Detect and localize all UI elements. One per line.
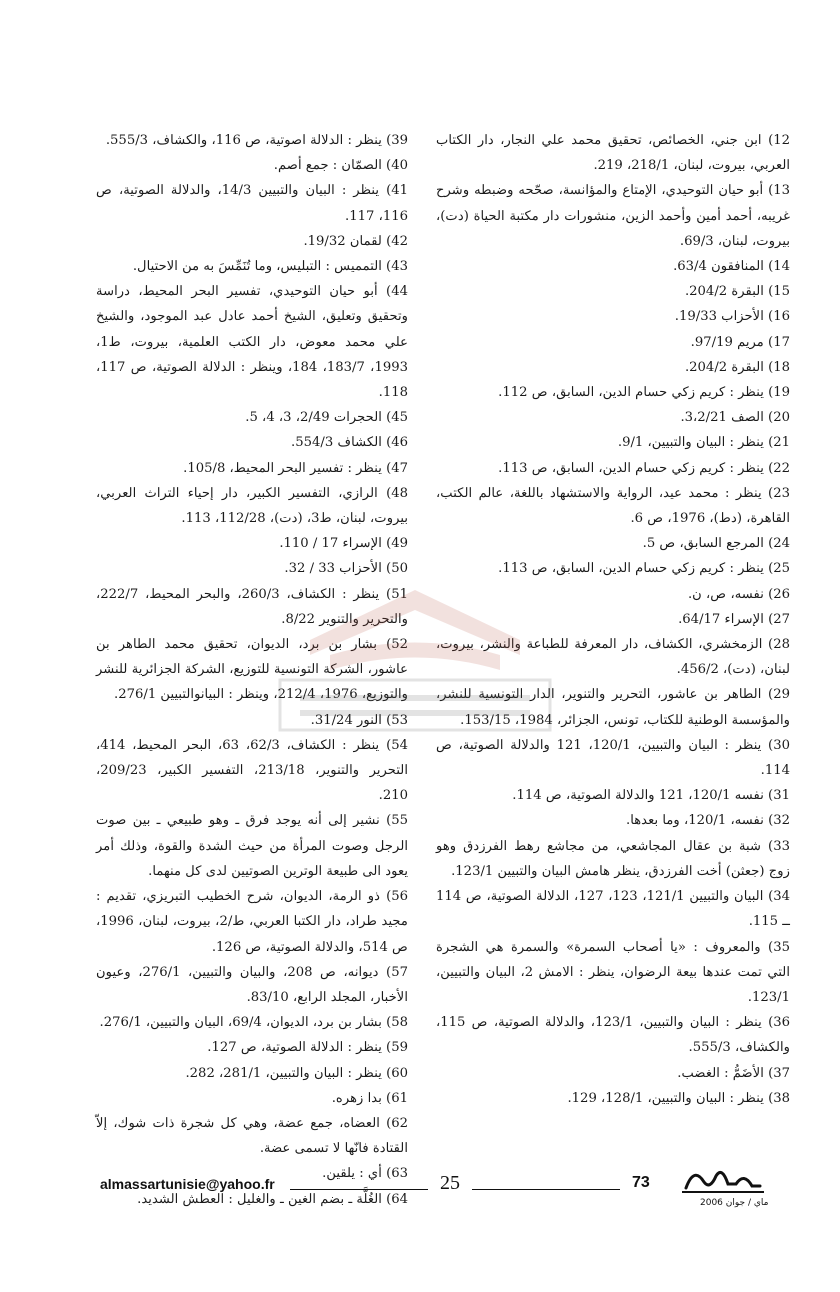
footnote: 22) ينظر : كريم زكي حسام الدين، السابق، ص 113. <box>498 460 790 476</box>
footnote: 46) الكشاف 554/3. <box>291 435 408 451</box>
footnote: 39) ينظر : الدلالة اصوتية، ص 116، والكشاف، 555/3. <box>105 133 408 148</box>
footnote: 54) ينظر : الكشاف، 62/3، 63، البحر المحيط، 414، التحرير والتنوير، 213/18، التفسير الكبير، 209/23، 210. <box>96 737 408 804</box>
footnote: 25) ينظر : كريم زكي حسام الدين، السابق، ص 113. <box>498 561 790 577</box>
footer-email: almassartunisie@yahoo.fr <box>100 1176 275 1192</box>
issue-date: ماي / جوان 2006 <box>700 1198 769 1208</box>
footnote: 55) نشير إلى أنه يوجد فرق ـ وهو طبيعي ـ بين صوت الرجل وصوت المرأة من حيث الشدة والقوة، وذلك أمر يعود الى طبيعة الوترين الصوتيين لدى كل منهما. <box>96 813 408 879</box>
footnote: 14) المنافقون 63/4. <box>673 259 790 275</box>
footnote: 37) الأضَمُّ : الغضب. <box>677 1065 790 1081</box>
footnote: 16) الأحزاب 19/33. <box>674 309 790 325</box>
footnote: 56) ذو الرمة، الديوان، شرح الخطيب التبريزي، تقديم : مجيد طراد، دار الكتبا العربي، ط/2، بيروت، لبنان، 1996، ص 514، والدلالة الصوتية، ص 126. <box>96 889 409 955</box>
footnote: 60) ينظر : البيان والتبيين، 281/1، 282. <box>185 1065 408 1081</box>
footnote: 45) الحجرات 2/49، 3، 4، 5. <box>245 410 408 426</box>
footnote: 31) نفسه 120/1، 121 والدلالة الصوتية، ص 114. <box>512 788 790 804</box>
footnote: 23) ينظر : محمد عيد، الرواية والاستشهاد باللغة، عالم الكتب، القاهرة، (دط)، 1976، ص 6. <box>436 485 790 527</box>
footnote: 43) التمميس : التبليس، وما تُنَمِّسَ به من الاحتيال. <box>132 259 408 275</box>
page-number: 25 <box>440 1172 460 1194</box>
footer-rule-right <box>472 1189 620 1190</box>
footnote: 20) الصف 3،2/21. <box>680 410 790 426</box>
footnote: 51) ينظر : الكشاف، 260/3، والبحر المحيط، 222/7، والتحرير والتنوير 8/22. <box>96 586 408 627</box>
notes-column-right <box>436 128 790 1111</box>
footnote: 41) ينظر : البيان والتبيين 14/3، والدلالة الصوتية، ص 116، 117. <box>96 183 408 224</box>
footnote: 63) أي : يلقين. <box>322 1166 408 1182</box>
footnote: 13) أبو حيان التوحيدي، الإمتاع والمؤانسة، صحّحه وضبطه وشرح غريبه، أحمد أمين وأحمد الزين، منشورات دار مكتبة الحياة (دت)، بيروت، لبنان، 69/3. <box>436 183 790 249</box>
footnote: 61) بدا زهره. <box>331 1090 408 1106</box>
footnote: 30) ينظر : البيان والتبيين، 120/1، 121 والدلالة الصوتية، ص 114. <box>436 737 790 779</box>
footnote: 53) النور 31/24. <box>310 712 408 728</box>
footnote: 18) البقرة 204/2. <box>684 359 790 375</box>
footnote: 17) مريم 97/19. <box>690 334 790 350</box>
footnote: 24) المرجع السابق، ص 5. <box>642 536 790 552</box>
footnote: 62) العضاه، جمع عضة، وهي كل شجرة ذات شوك، إلاّ القتادة فانّها لا تسمى عضة. <box>96 1115 408 1157</box>
footnote: 12) ابن جني، الخصائص، تحقيق محمد علي النجار، دار الكتاب العربي، بيروت، لبنان، 218/1، 219. <box>436 133 790 174</box>
footnote: 49) الإسراء 17 / 110. <box>279 536 408 552</box>
footnote: 29) الطاهر بن عاشور، التحرير والتنوير، الدار التونسية للنشر، والمؤسسة الوطنية للكتاب، تونس، الجزائر، 1984، 153/15. <box>436 687 790 728</box>
footnote: 52) بشار بن برد، الديوان، تحقيق محمد الطاهر بن عاشور، الشركة التونسية للتوزيع، الشركة الجزائرية للنشر والتوزيع، 1976، 212/4، وينظر : البيانوالتبيين 276/1. <box>96 637 408 703</box>
footnote: 34) البيان والتبيين 121/1، 123، 127، الدلالة الصوتية، ص 114 ــ 115. <box>436 889 790 930</box>
footnote: 64) الغُلَّة ـ بضم الغين ـ والغليل : العطش الشديد. <box>137 1191 408 1207</box>
footnote: 36) ينظر : البيان والتبيين، 123/1، والدلالة الصوتية، ص 115، والكشاف، 555/3. <box>436 1015 790 1056</box>
footnote: 38) ينظر : البيان والتبيين، 128/1، 129. <box>567 1090 790 1106</box>
footer-rule-left <box>290 1189 428 1190</box>
notes-column-left <box>96 128 408 1212</box>
footnote: 48) الرازي، التفسير الكبير، دار إحياء التراث العربي، بيروت، لبنان، ط3، (دت)، 112/28، 113. <box>96 485 408 527</box>
footnote: 40) الصمّان : جمع أصم. <box>273 158 408 174</box>
footnote: 57) ديوانه، ص 208، والبيان والتبيين، 276/1، وعيون الأخبار، المجلد الرابع، 83/10. <box>96 964 408 1005</box>
footnote: 19) ينظر : كريم زكي حسام الدين، السابق، ص 112. <box>498 385 790 401</box>
footnote: 59) ينظر : الدلالة الصوتية، ص 127. <box>207 1040 408 1056</box>
footnote: 32) نفسه، 120/1، وما بعدها. <box>626 813 790 829</box>
footnote: 27) الإسراء 64/17. <box>678 611 790 627</box>
footnote: 42) لقمان 19/32. <box>303 233 408 249</box>
issue-number: 73 <box>632 1174 650 1191</box>
footnote: 58) بشار بن برد، الديوان، 69/4، البيان والتبيين، 276/1. <box>99 1015 408 1031</box>
footnote: 47) ينظر : تفسير البحر المحيط، 105/8. <box>183 460 408 476</box>
footnote: 15) البقرة 204/2. <box>684 284 790 300</box>
footnote: 28) الزمخشري، الكشاف، دار المعرفة للطباعة والنشر، بيروت، لبنان، (دت)، 456/2. <box>436 637 790 678</box>
footnote: 35) والمعروف : «يا أصحاب السمرة» والسمرة هي الشجرة التي تمت عندها بيعة الرضوان، ينظر : الامش 2، البيان والتبيين، 123/1. <box>436 939 790 1005</box>
footnote: 21) ينظر : البيان والتبيين، 9/1. <box>617 435 790 451</box>
footnote: 33) شبة بن عقال المجاشعي، من مجاشع رهط الفرزدق وهو زوج (جعثن) أخت الفرزدق، ينظر هامش البيان والتبيين 123/1. <box>436 838 790 879</box>
footnote: 50) الأحزاب 33 / 32. <box>284 561 408 577</box>
al-massar-logo-icon <box>636 1162 766 1196</box>
footnote: 44) أبو حيان التوحيدي، تفسير البحر المحيط، دراسة وتحقيق وتعليق، الشيخ أحمد عادل عبد الموجود، والشيخ علي محمد معوض، دار الكتب العلمية، بيروت، ط1، 1993، 183/7، 184، وينظر : الدلالة الصوتية، ص 117، 118. <box>96 284 408 401</box>
footnote: 26) نفسه، ص، ن. <box>687 586 790 602</box>
